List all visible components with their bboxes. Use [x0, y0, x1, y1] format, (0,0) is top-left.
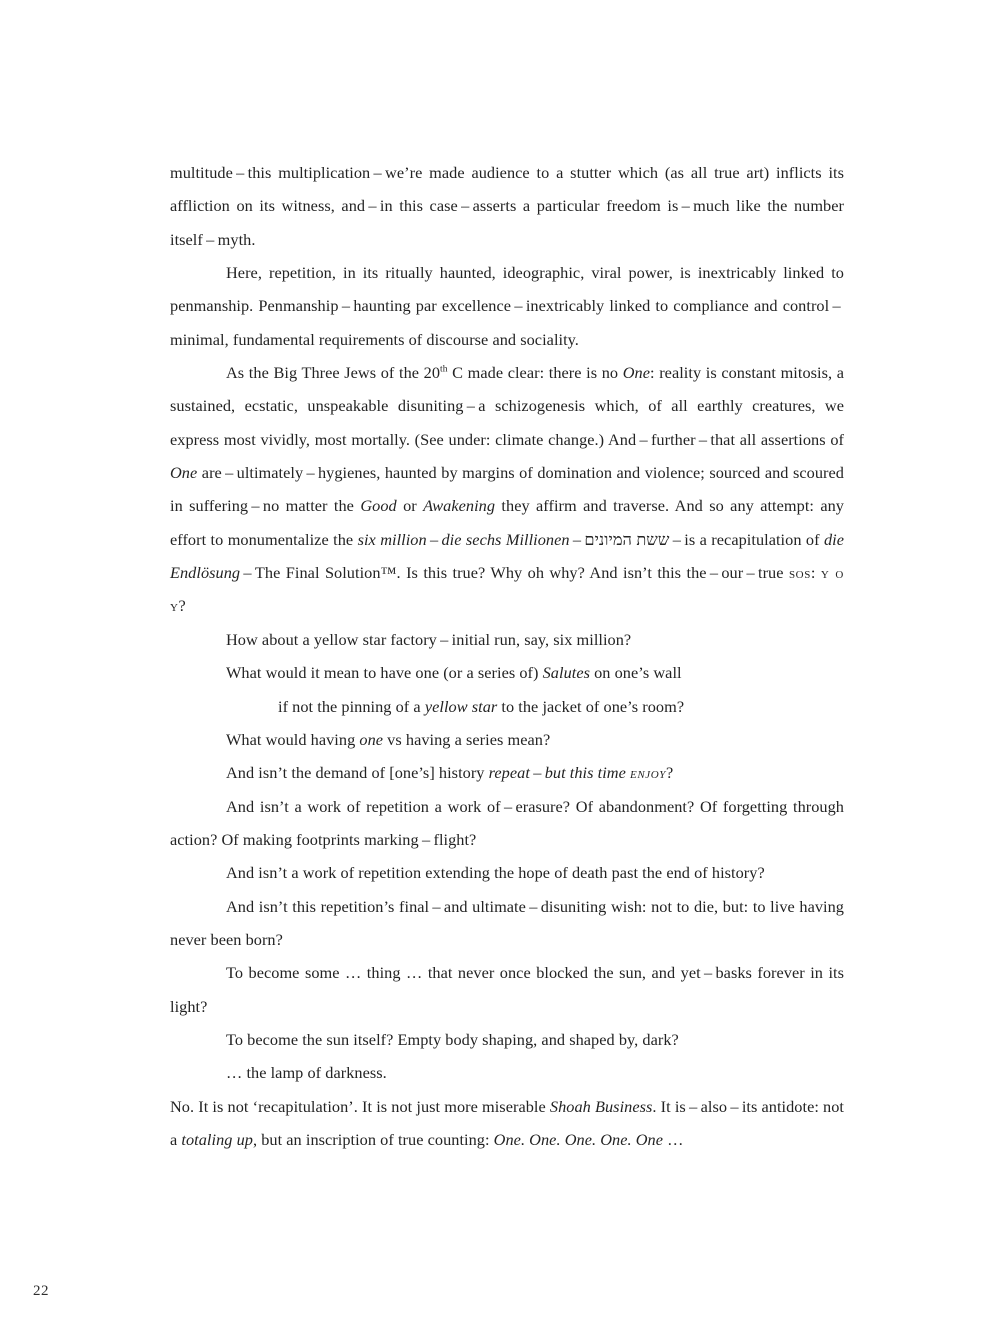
text-segment: they affirm and traverse. And so any attempt: any effort to monumentalize the — [170, 496, 844, 549]
text-segment: No. It is not ‘recapitulation’. It is not just more miserable — [170, 1096, 550, 1116]
text-segment: six million – die sechs Millionen — [357, 529, 570, 549]
text-segment: One — [170, 463, 198, 483]
text-segment: ? — [178, 596, 186, 616]
text-segment: Good — [360, 496, 397, 516]
text-segment: – ששת המיונים – is a recapitulation of — [569, 529, 824, 549]
text-segment: . It is – also – its antidote: not a — [170, 1096, 845, 1149]
text-segment: if not the pinning of a — [278, 696, 425, 716]
paragraph — [170, 656, 844, 689]
text-segment: And isn’t a work of repetition a work of – erasure? Of abandonment? Of forgetting through action? Of making footprints marking – flight? — [170, 796, 844, 849]
text-segment: repeat – but this time — [488, 763, 630, 783]
text-segment: on one’s wall — [590, 663, 682, 683]
text-segment: enjoy — [630, 763, 666, 783]
text-segment: As the Big Three Jews of the 20 — [226, 363, 441, 383]
paragraph — [170, 256, 844, 356]
text-segment: And isn’t a work of repetition extending the hope of death past the end of history? — [226, 863, 765, 883]
text-segment: – The Final Solution™. Is this true? Why oh why? And isn’t this the – our – true — [240, 563, 789, 583]
paragraph — [170, 756, 844, 789]
text-segment: or — [396, 496, 424, 516]
text-segment: multitude – this multiplication – we’re made audience to a stutter which (as all true art) inflicts its affliction on its witness, and – in this case – asserts a particular freedom is – much like the number itself – myth. — [170, 163, 844, 249]
paragraph — [170, 690, 844, 723]
text-segment: are – ultimately – hygienes, haunted by margins of domination and violence; sourced and scoured in suffering – no matter the — [170, 463, 844, 516]
paragraph — [170, 623, 844, 656]
paragraph — [170, 1090, 844, 1157]
text-segment: Here, repetition, in its ritually haunted, ideographic, viral power, is inextricably linked to penmanship. Penmanship – haunting par excellence – inextricably linked to compliance and control – minimal, fundamental requirements of discourse and sociality. — [170, 263, 844, 349]
text-segment: , but an inscription of true counting: — [252, 1129, 494, 1149]
paragraph — [170, 1056, 844, 1089]
text-segment: What would having — [226, 729, 360, 749]
text-segment: To become the sun itself? Empty body shaping, and shaped by, dark? — [226, 1029, 679, 1049]
text-segment: Salutes — [542, 663, 590, 683]
text-segment: How about a yellow star factory – initial run, say, six million? — [226, 629, 632, 649]
text-segment: : — [810, 563, 821, 583]
text-segment: C made clear: there is no — [447, 363, 623, 383]
text-segment: : reality is constant mitosis, a sustained, ecstatic, unspeakable disuniting – a schizogenesis which, of all earthly creatures, we express most vividly, most mortally. (See under: climate change.) And – further – that all assertions of — [170, 363, 844, 449]
text-segment: … the lamp of darkness. — [226, 1063, 387, 1083]
text-segment: One — [622, 363, 651, 383]
page-number: 22 — [33, 1283, 49, 1299]
text-segment: sos — [788, 563, 811, 583]
paragraph — [170, 956, 844, 1023]
text-segment: to the jacket of one’s room? — [497, 696, 685, 716]
text-segment: th — [440, 364, 448, 375]
text-segment: One. One. One. One. One — [493, 1129, 664, 1149]
paragraph — [170, 790, 844, 857]
text-segment: Awakening — [423, 496, 496, 516]
paragraph — [170, 856, 844, 889]
paragraph — [170, 1023, 844, 1056]
text-segment: one — [359, 729, 384, 749]
paragraph — [170, 890, 844, 957]
paragraph — [170, 156, 844, 256]
text-segment: totaling up — [181, 1129, 253, 1149]
paragraph — [170, 723, 844, 756]
text-segment: Shoah Business — [549, 1096, 653, 1116]
text-segment: die Endlösung — [170, 529, 845, 583]
text-segment: yellow star — [424, 696, 498, 716]
text-segment: vs having a series mean? — [383, 729, 551, 749]
text-segment: … — [663, 1129, 684, 1149]
text-segment: To become some … thing … that never once blocked the sun, and yet – basks forever in its light? — [170, 963, 844, 1016]
text-segment: y o y — [170, 563, 844, 616]
text-segment: And isn’t the demand of [one’s] history — [226, 763, 489, 783]
page-text — [170, 156, 844, 1156]
paragraph — [170, 356, 844, 623]
text-segment: ? — [666, 763, 674, 783]
text-segment: What would it mean to have one (or a series of) — [226, 663, 543, 683]
text-segment: And isn’t this repetition’s final – and ultimate – disuniting wish: not to die, but: to live having never been born? — [170, 896, 844, 949]
